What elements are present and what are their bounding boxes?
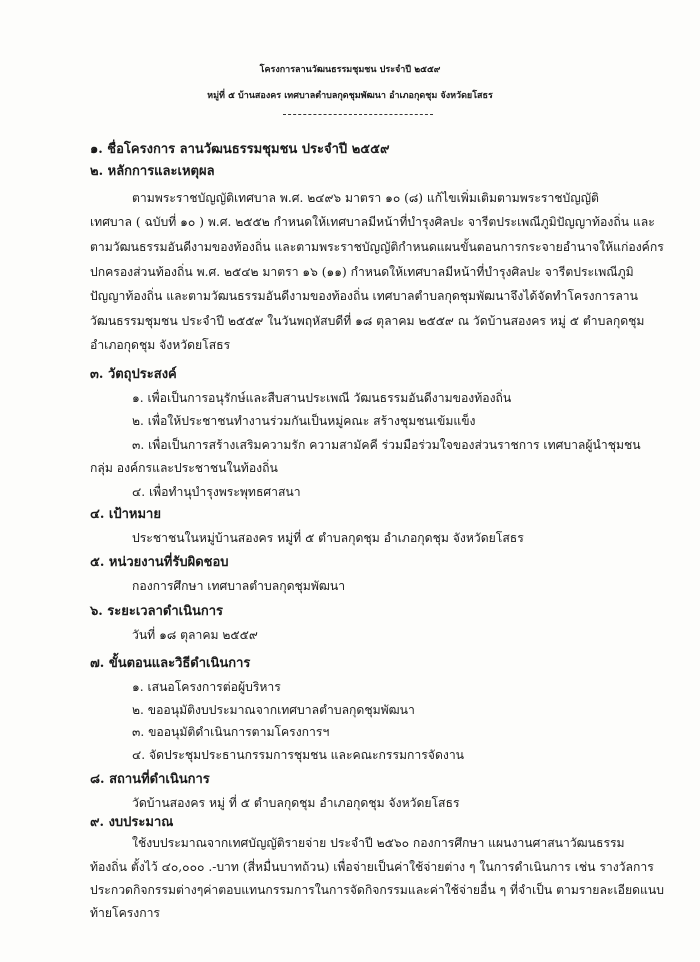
section-3-heading: ๓. วัตถุประสงค์ [90,367,177,382]
section-2-line: ปกครองส่วนท้องถิ่น พ.ศ. ๒๕๔๒ มาตรา ๑๖ (๑๑) กำหนดให้เทศบาลมีหน้าที่บำรุงศิลปะ จารีตประเพณีภูมิ [90,265,634,279]
section-3-item: ๔. เพื่อทำนุบำรุงพระพุทธศาสนา [132,485,301,499]
section-9-line: ใช้งบประมาณจากเทศบัญญัติรายจ่าย ประจำปี ๒๕๖๐ กองการศึกษา แผนงานศาสนาวัฒนธรรม [132,836,625,850]
title-divider [283,114,433,115]
section-7-item: ๑. เสนอโครงการต่อผู้บริหาร [132,680,281,694]
section-9-line: ท้องถิ่น ตั้งไว้ ๔๐,๐๐๐ .-บาท (สี่หมื่นบาทถ้วน) เพื่อจ่ายเป็นค่าใช้จ่ายต่าง ๆ ในการดำเนินการ เช่น รางวัลการ [90,860,654,874]
section-7-item: ๓. ขออนุมัติดำเนินการตามโครงการฯ [132,725,330,739]
section-7-item: ๔. จัดประชุมประธานกรรมการชุมชน และคณะกรรมการจัดงาน [132,748,464,762]
section-9-line: ท้ายโครงการ [90,906,160,920]
section-9-line: ประกวดกิจกรรมต่างๆค่าตอบแทนกรรมการในการจัดกิจกรรมและค่าใช้จ่ายอื่น ๆ ที่จำเป็น ตามรายละเอียดแนบ [90,883,664,897]
section-3-item: กลุ่ม องค์กรและประชาชนในท้องถิ่น [90,461,278,475]
section-2-heading: ๒. หลักการและเหตุผล [90,164,215,179]
section-1-project-name: ๑. ชื่อโครงการ ลานวัฒนธรรมชุมชน ประจำปี ๒๕๕๙ [90,142,390,157]
section-8-text: วัดบ้านสองคร หมู่ ที่ ๕ ตำบลกุดชุม อำเภอกุดชุม จังหวัดยโสธร [132,796,460,810]
section-7-item: ๒. ขออนุมัติงบประมาณจากเทศบาลตำบลกุดชุมพัฒนา [132,703,415,717]
document-subtitle: หมู่ที่ ๕ บ้านสองคร เทศบาลตำบลกุดชุมพัฒนา อำเภอกุดชุม จังหวัดยโสธร [207,91,493,101]
section-4-heading: ๔. เป้าหมาย [90,507,161,522]
section-8-heading: ๘. สถานที่ดำเนินการ [90,772,210,787]
section-2-line: อำเภอกุดชุม จังหวัดยโสธร [90,338,231,352]
section-2-line: เทศบาล ( ฉบับที่ ๑๐ ) พ.ศ. ๒๕๕๒ กำหนดให้เทศบาลมีหน้าที่บำรุงศิลปะ จารีตประเพณีภูมิปัญญาท้องถิ่น และ [90,215,655,229]
section-2-line: วัฒนธรรมชุมชน ประจำปี ๒๕๕๙ ในวันพฤหัสบดีที่ ๑๘ ตุลาคม ๒๕๕๙ ณ วัดบ้านสองคร หมู่ ๕ ตำบลกุดชุม [90,314,645,328]
section-3-item: ๒. เพื่อให้ประชาชนทำงานร่วมกันเป็นหมู่คณะ สร้างชุมชนเข้มแข็ง [132,414,476,428]
section-3-item: ๑. เพื่อเป็นการอนุรักษ์และสืบสานประเพณี วัฒนธรรมอันดีงามของท้องถิ่น [132,391,512,405]
section-2-line: ปัญญาท้องถิ่น และตามวัฒนธรรมอันดีงามของท้องถิ่น เทศบาลตำบลกุดชุมพัฒนาจึงได้จัดทำโครงการลาน [90,289,638,303]
section-4-text: ประชาชนในหมู่บ้านสองคร หมู่ที่ ๕ ตำบลกุดชุม อำเภอกุดชุม จังหวัดยโสธร [132,531,524,545]
section-5-heading: ๕. หน่วยงานที่รับผิดชอบ [90,555,229,570]
section-2-line: ตามวัฒนธรรมอันดีงามของท้องถิ่น และตามพระราชบัญญัติกำหนดแผนขั้นตอนการกระจายอำนาจให้แก่องค์กร [90,240,664,254]
section-9-heading: ๙. งบประมาณ [90,815,174,830]
section-6-heading: ๖. ระยะเวลาดำเนินการ [90,604,223,619]
section-2-line: ตามพระราชบัญญัติเทศบาล พ.ศ. ๒๔๙๖ มาตรา ๑๐ (๘) แก้ไขเพิ่มเติมตามพระราชบัญญัติ [132,191,599,205]
section-5-text: กองการศึกษา เทศบาลตำบลกุดชุมพัฒนา [132,579,346,593]
document-title: โครงการลานวัฒนธรรมชุมชน ประจำปี ๒๕๕๙ [259,65,441,75]
section-3-item: ๓. เพื่อเป็นการสร้างเสริมความรัก ความสามัคคี ร่วมมือร่วมใจของส่วนราชการ เทศบาลผู้นำชุมชน [132,438,641,452]
section-7-heading: ๗. ขั้นตอนและวิธีดำเนินการ [90,656,251,671]
section-6-text: วันที่ ๑๘ ตุลาคม ๒๕๕๙ [132,628,258,642]
